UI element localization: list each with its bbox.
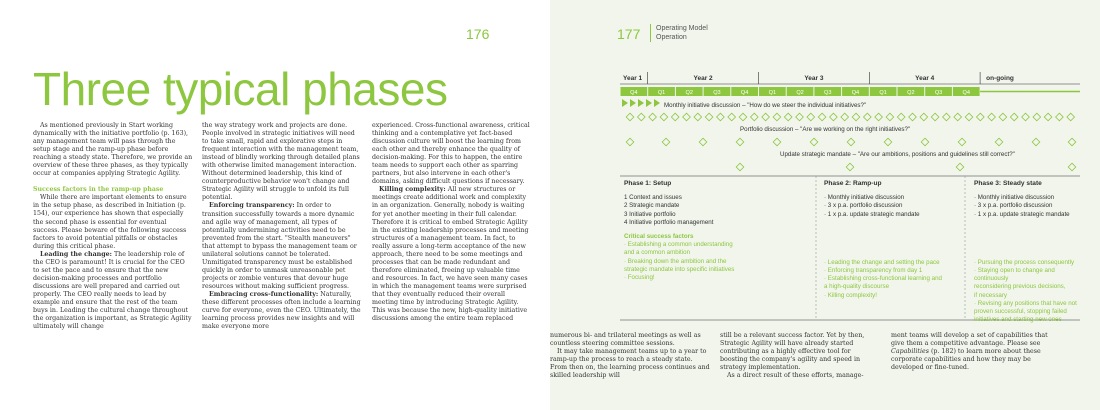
monthly-diamond [830, 113, 838, 121]
portfolio-diamond [884, 138, 892, 146]
phase-3-box: Phase 3: Steady state · Monthly initiative discussion · 3 x p.a. portfolio discussion · 1 x p.a. update strategic mandate · Pursuing the process consequently · Staying open to change and continuously reconsidering previous decisions, if necessary · Revising any positions that have not proven successful, stopping failed initiatives and starting new ones [974, 180, 1082, 324]
portfolio-diamond [626, 138, 634, 146]
portfolio-diamond [995, 138, 1003, 146]
quarter-label: Q1 [879, 90, 887, 96]
text-column-6 [891, 332, 1051, 372]
paragraph: Embracing cross-functionality: Naturally, these different processes often include a learning curve for everyone, even the CEO. Ultimately, the learning process provides new insights and will make everyone more [202, 290, 361, 331]
portfolio-diamond [1032, 138, 1040, 146]
quarter-label: Q4 [962, 90, 970, 96]
text-column-2 [202, 122, 362, 331]
paragraph: Killing complexity: All new structures or meetings create additional work and complexity in an organization. Generally, nobody is waiting for yet another meeting in their full calendar. Therefore it is critical to embed Strategic Agility in the existing leadership processes and meeting structures of a management team. In fact, to really assure a long-term acceptance of the new approach, there need to be some meetings and processes that can be made redundant and therefore eliminated, freeing up valuable time and resources. In fact, we have seen many cases in which the management teams were surprised that they eventually reduced their overall meeting time by introducing Strategic Agility. This was because the new, high-quality initiative discussions among the entire team replaced [372, 186, 529, 323]
monthly-diamond [886, 113, 894, 121]
monthly-diamond [897, 113, 905, 121]
monthly-diamond [1044, 113, 1052, 121]
portfolio-diamond [662, 138, 670, 146]
mandate-update-label: Update strategic mandate – "Are our ambitions, positions and guidelines still correct?" [780, 151, 1015, 158]
paragraph: ment teams will develop a set of capabilities that give them a competitive advantage. Please see Capabilities (p. 182) to learn more about these corporate capabilities and how they may be developed or fine-tuned. [891, 332, 1048, 372]
monthly-diamond [931, 113, 939, 121]
year-label-ongoing: on-going [986, 75, 1014, 82]
text-column-4 [550, 332, 710, 380]
year-label: Year 2 [693, 75, 713, 82]
monthly-discussion-label: Monthly initiative discussion – "How do we steer the individual initiatives?" [664, 102, 867, 109]
page-number-right: 177 [617, 26, 641, 42]
monthly-diamond [683, 113, 691, 121]
quarter-label: Q3 [934, 90, 943, 96]
monthly-diamond [717, 113, 725, 121]
monthly-diamond [1010, 113, 1018, 121]
quarter-label: Q1 [657, 90, 666, 96]
paragraph: still be a relevant success factor. Yet by then, Strategic Agility will have already started contributing as a highly effective tool for boosting the company's agility and speed in strategy implementation. [720, 332, 865, 372]
section-label: Operating Model Operation [650, 24, 708, 42]
phase-2-box: Phase 2: Ramp-up · Monthly initiative discussion · 3 x p.a. portfolio discussion · 1 x p.a. update strategic mandate · Leading the change and setting the pace · Enforcing transparency from day 1 · Establishing cross-functional learning and a high-quality discourse · Killing complexity! [824, 180, 954, 300]
quarter-label: Q1 [768, 90, 777, 96]
csf-title: Critical success factors [624, 233, 694, 241]
monthly-diamond [626, 113, 634, 121]
phase-title: Phase 1: Setup [624, 180, 672, 187]
monthly-diamond [920, 113, 928, 121]
monthly-diamond [943, 113, 951, 121]
page-number-left: 176 [466, 26, 490, 42]
monthly-diamond [977, 113, 985, 121]
phase-title: Phase 2: Ramp-up [824, 180, 882, 187]
monthly-diamond [728, 113, 736, 121]
run-in-heading: Leading the change: [40, 250, 112, 258]
portfolio-diamond [847, 138, 855, 146]
quarter-label: Q4 [740, 90, 749, 96]
paragraph: Leading the change: The leadership role of the CEO is paramount! It is crucial for the CEO to set the pace and to ensure that the new decision-making processes and portfolio discussions are well prepared and carried out properly. The CEO really needs to lead by example and ensure that the rest of the team buys in. Leading the cultural change throughout the organization is important, as Strategic Agility ultimately will change [33, 250, 192, 331]
text-column-3 [372, 122, 532, 323]
quarter-label: Q4 [630, 90, 638, 96]
portfolio-diamond [810, 138, 818, 146]
paragraph: Enforcing transparency: In order to transition successfully towards a more dynamic and agile way of management, all types of potentially undermining activities need to be prevented from the start. "Stealth maneuvers" that attempt to bypass the management team or unilateral solutions cannot be tolerated. Unmitigated transparency must be established quickly in order to unmask unreasonable pet projects or zombie ventures that devour huge resources without making sufficient progress. [202, 202, 357, 290]
intro-paragraph: As mentioned previously in Start working dynamically with the initiative portfolio (p. 163), any management team will pass through the setup stage and the ramp-up phase before reaching a steady state. Therefore, we provide an overview of these three phases, as they typically occur at companies applying Strategic Agility. [33, 122, 193, 178]
monthly-diamond [818, 113, 826, 121]
monthly-diamond [864, 113, 872, 121]
quarter-label: Q4 [851, 90, 860, 96]
monthly-diamond [660, 113, 668, 121]
monthly-diamond [705, 113, 713, 121]
portfolio-diamond [773, 138, 781, 146]
monthly-diamond [784, 113, 792, 121]
text-column-5 [720, 332, 880, 380]
monthly-diamond [875, 113, 883, 121]
monthly-diamond [671, 113, 679, 121]
monthly-diamond [954, 113, 962, 121]
mandate-diamond [956, 163, 964, 171]
monthly-diamond [739, 113, 747, 121]
monthly-diamond [965, 113, 973, 121]
setup-arrow-marker [654, 99, 660, 107]
section-heading: Success factors in the ramp-up phase [33, 186, 164, 194]
setup-arrow-marker [622, 99, 628, 107]
monthly-diamond [762, 113, 770, 121]
phase-title: Phase 3: Steady state [974, 180, 1042, 187]
setup-arrow-marker [646, 99, 652, 107]
portfolio-diamond [699, 138, 707, 146]
monthly-diamond [773, 113, 781, 121]
monthly-diamond [1067, 113, 1075, 121]
quarter-label: Q3 [713, 90, 721, 96]
monthly-diamond [999, 113, 1007, 121]
cross-reference-link[interactable]: Capabilities [891, 348, 929, 356]
paragraph: experienced. Cross-functional awareness, critical thinking and a contemplative yet fact-based discussion culture will boost the learning from each other and thereby enhance the quality of decision-making. For this to happen, the entire team needs to support each other as sparring partners, but also intervene in each other's domains, asking difficult questions if necessary. [372, 122, 530, 186]
portfolio-diamond [958, 138, 966, 146]
paragraph: the way strategy work and projects are done. People involved in strategic initiatives will need to take small, rapid and explorative steps in frequent interaction with the management team, instead of blindly working through detailed plans with otherwise limited management interaction. Without determined leadership, this kind of counterproductive behavior won't change and Strategic Agility will struggle to unfold its full potential. [202, 122, 360, 202]
mandate-diamond [1068, 163, 1076, 171]
setup-arrow-marker [638, 99, 644, 107]
text-column-1 [33, 122, 193, 331]
run-in-heading: Killing complexity: [379, 186, 446, 194]
monthly-diamond [1056, 113, 1064, 121]
paragraph: It may take management teams up to a year to ramp-up the process to reach a steady state. From then on, the learning process continues and skilled leadership will [550, 348, 710, 380]
run-in-heading: Embracing cross-functionality: [209, 290, 319, 298]
monthly-diamond [694, 113, 702, 121]
monthly-diamond [841, 113, 849, 121]
monthly-diamond [638, 113, 646, 121]
year-label: Year 4 [915, 75, 935, 82]
monthly-diamond [1033, 113, 1041, 121]
phases-diagram [620, 72, 1080, 322]
monthly-diamond [852, 113, 860, 121]
portfolio-diamond [736, 138, 744, 146]
monthly-diamond [649, 113, 657, 121]
mandate-diamond [736, 163, 744, 171]
run-in-heading: Enforcing transparency: [209, 202, 295, 210]
monthly-diamond [988, 113, 996, 121]
monthly-diamond [807, 113, 815, 121]
quarter-label: Q2 [907, 90, 915, 96]
portfolio-diamond [921, 138, 929, 146]
mandate-diamond [846, 163, 854, 171]
monthly-diamond [909, 113, 917, 121]
year-label: Year 1 [623, 75, 643, 82]
portfolio-discussion-label: Portfolio discussion – "Are we working on the right initiatives?" [740, 126, 911, 133]
monthly-diamond [1022, 113, 1030, 121]
right-page [550, 0, 1100, 410]
paragraph: As a direct result of these efforts, manage- [727, 372, 864, 380]
year-label: Year 3 [804, 75, 824, 82]
page-title: Three typical phases [33, 63, 448, 115]
setup-arrow-marker [630, 99, 636, 107]
monthly-diamond [796, 113, 804, 121]
monthly-diamond [751, 113, 759, 121]
quarter-label: Q3 [824, 90, 832, 96]
portfolio-diamond [1068, 138, 1076, 146]
quarter-label: Q2 [685, 90, 693, 96]
quarter-label: Q2 [796, 90, 804, 96]
phase-1-box: Phase 1: Setup 1 Context and issues 2 Strategic mandate 3 Initiative portfolio 4 Initiative portfolio management Critical success factors · Establishing a common understanding and a common ambition · Breaking down the ambition and the strategic mandate into specific initiatives · Focusing! [624, 180, 814, 282]
paragraph: numerous bi- and trilateral meetings as well as countless steering committee sessions. [550, 332, 701, 348]
paragraph: While there are important elements to ensure in the setup phase, as described in Initiation (p. 154), our experience has shown that especially the second phase is essential for eventual success. Please beware of the following success factors to avoid potential pitfalls or obstacles during this critical phase. [33, 194, 187, 250]
